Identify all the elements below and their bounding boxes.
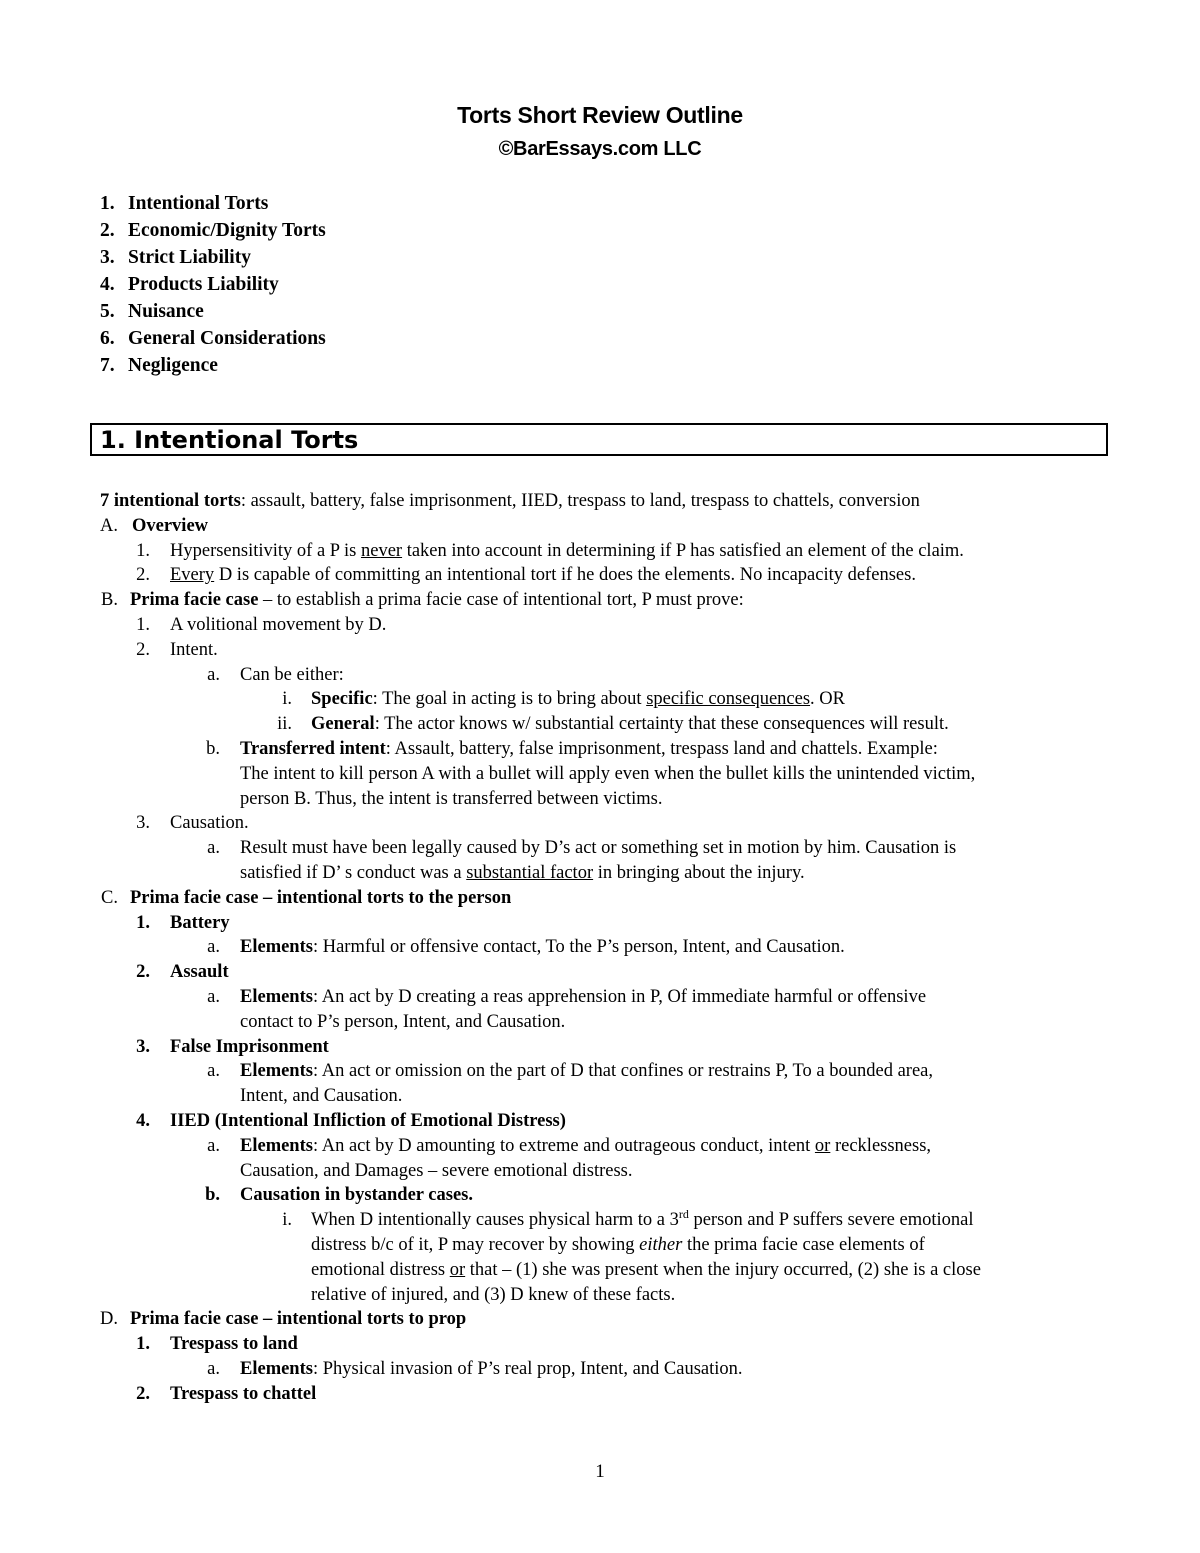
outline-subheading: 4. IIED (Intentional Infliction of Emotional Distress) <box>136 1110 566 1131</box>
outline-item: a. Elements: An act by D creating a reas apprehension in P, Of immediate harmful or offensive <box>207 986 927 1007</box>
outline-item: 2. Intent. <box>136 639 218 660</box>
document-title: Torts Short Review Outline <box>457 102 743 128</box>
toc-item: 4. Products Liability <box>100 274 279 295</box>
section-heading: 1. Intentional Torts <box>90 423 1108 456</box>
outline-heading-c: C. Prima facie case – intentional torts to the person <box>101 887 512 908</box>
outline-item: b. Transferred intent: Assault, battery, false imprisonment, trespass land and chattels. Example: <box>206 738 938 759</box>
outline-body <box>100 489 1100 1406</box>
toc-item: 7. Negligence <box>100 355 218 376</box>
outline-subheading: 1. Trespass to land <box>136 1334 298 1355</box>
outline-item: a. Elements: Physical invasion of P’s real prop, Intent, and Causation. <box>207 1358 743 1379</box>
toc-item: 1. Intentional Torts <box>100 193 269 214</box>
outline-item: a. Elements: Harmful or offensive contact, To the P’s person, Intent, and Causation. <box>207 937 845 958</box>
toc-item: 6. General Considerations <box>100 328 326 349</box>
outline-item: a. Elements: An act or omission on the part of D that confines or restrains P, To a bounded area, <box>207 1061 933 1082</box>
toc-item: 5. Nuisance <box>100 301 204 322</box>
page-number: 1 <box>595 1461 605 1482</box>
outline-item: i. Specific: The goal in acting is to bring about specific consequences. OR <box>282 689 845 710</box>
outline-item: 2. Every D is capable of committing an intentional tort if he does the elements. No incapacity defenses. <box>136 565 916 586</box>
outline-item-continuation: relative of injured, and (3) D knew of these facts. <box>311 1284 676 1305</box>
outline-subheading: 2. Assault <box>136 962 229 983</box>
outline-heading-b: B. Prima facie case – to establish a prima facie case of intentional tort, P must prove: <box>101 590 744 611</box>
outline-heading-a: A. Overview <box>100 515 209 536</box>
outline-item: a. Elements: An act by D amounting to extreme and outrageous conduct, intent or recklessness, <box>207 1135 932 1156</box>
outline-item-continuation: Causation, and Damages – severe emotional distress. <box>240 1160 633 1181</box>
toc-item: 2. Economic/Dignity Torts <box>100 220 326 241</box>
outline-subheading: 2. Trespass to chattel <box>136 1383 317 1404</box>
outline-item-continuation: distress b/c of it, P may recover by showing either the prima facie case elements of <box>311 1234 925 1255</box>
outline-item-continuation: satisfied if D’ s conduct was a substantial factor in bringing about the injury. <box>240 862 805 883</box>
outline-item-continuation: contact to P’s person, Intent, and Causation. <box>240 1011 566 1032</box>
outline-item: 3. Causation. <box>136 813 249 834</box>
outline-item-continuation: The intent to kill person A with a bullet will apply even when the bullet kills the unintended victim, <box>240 763 976 784</box>
outline-heading-d: D. Prima facie case – intentional torts to prop <box>100 1309 467 1330</box>
outline-subheading: 1. Battery <box>136 912 230 933</box>
toc-item: 3. Strict Liability <box>100 247 251 268</box>
intro-line: 7 intentional torts: assault, battery, false imprisonment, IIED, trespass to land, trespass to chattels, conversion <box>100 491 920 511</box>
table-of-contents <box>100 190 326 379</box>
outline-item-continuation: emotional distress or that – (1) she was present when the injury occurred, (2) she is a close <box>311 1259 981 1280</box>
outline-item: 1. A volitional movement by D. <box>136 614 387 635</box>
outline-item: b. Causation in bystander cases. <box>205 1185 474 1206</box>
outline-item: a. Result must have been legally caused by D’s act or something set in motion by him. Causation is <box>207 838 957 859</box>
outline-item: i. When D intentionally causes physical harm to a 3rd person and P suffers severe emotional <box>282 1206 974 1231</box>
outline-item-continuation: Intent, and Causation. <box>240 1086 403 1107</box>
outline-item: ii. General: The actor knows w/ substantial certainty that these consequences will result. <box>277 714 949 735</box>
outline-item: 1. Hypersensitivity of a P is never taken into account in determining if P has satisfied an element of the claim. <box>136 540 964 561</box>
outline-item-continuation: person B. Thus, the intent is transferred between victims. <box>240 788 663 809</box>
document-subtitle: ©BarEssays.com LLC <box>498 138 702 160</box>
outline-subheading: 3. False Imprisonment <box>136 1036 329 1057</box>
outline-item: a. Can be either: <box>207 664 344 685</box>
